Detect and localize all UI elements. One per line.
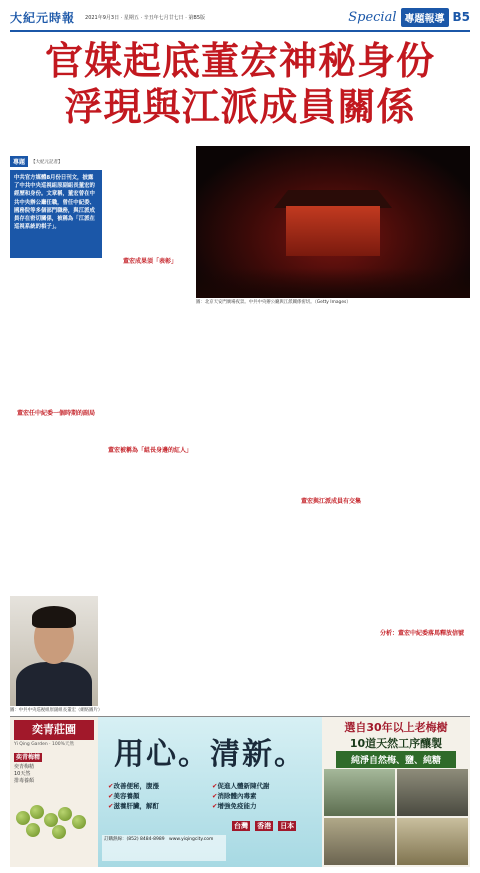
ad-shop: 香港 (257, 822, 272, 830)
ad-shop: 日本 (280, 822, 295, 830)
ad-benefit: ✔ 消除體內毒素 (212, 791, 269, 801)
ad-photo-grid (324, 769, 468, 865)
headline (10, 38, 470, 130)
portrait-photo (10, 596, 98, 706)
plum-icon (52, 825, 66, 839)
ad-plums-image (14, 803, 94, 843)
ad-benefit: ✔ 增強免疫能力 (212, 801, 269, 811)
subhead-5: 分析：董宏中紀委落馬釋放信號 (379, 630, 464, 637)
ad-benefit: ✔ 美容養顏 (108, 791, 159, 801)
ad-brand-sub: Yi Qing Garden · 100%天然 (14, 742, 74, 747)
ad-shops (232, 813, 322, 832)
subhead-1: 董宏任中紀委一個時期的副局 (16, 410, 95, 417)
ad-photo (324, 769, 395, 816)
ad-benefit: ✔ 促進人體新陳代謝 (212, 781, 269, 791)
dateline: 2021年9月3日 · 星期五 · 辛丑年七月廿七日 · 第B5版 (85, 14, 206, 21)
ad-right-banner: 純淨自然梅、鹽、純糖 (336, 751, 456, 768)
ad-contact: 訂購熱線：(852) 8484-8989 www.yiqingcity.com (102, 835, 226, 861)
ad-side-head: 奕青梅精 (16, 754, 41, 761)
plum-icon (26, 823, 40, 837)
newspaper-logo: 大紀元時報 (10, 10, 76, 25)
headline-line-2: 浮現與江派成員關係 (64, 84, 416, 129)
section-tag: 專題 (10, 156, 28, 167)
ad-photo (324, 818, 395, 865)
section-title-en: Special (348, 9, 397, 25)
byline: 【大紀元記者】 (31, 159, 63, 165)
ad-left-panel (10, 717, 98, 867)
ad-right-title-1: 選自30年以上老梅樹 (344, 721, 448, 734)
photo-shadow (196, 268, 470, 298)
page-number: B5 (452, 10, 470, 24)
plum-icon (72, 815, 86, 829)
ad-benefit: ✔ 改善便秘，腹漲 (108, 781, 159, 791)
portrait-suit (16, 662, 92, 706)
ad-benefit: ✔ 滋養肝臟，解酊 (108, 801, 159, 811)
ad-benefits-2 (212, 781, 269, 811)
subhead-4: 董宏與江派成員有交集 (300, 498, 361, 505)
ad-side-line: 奕青梅精 (14, 764, 35, 770)
plum-icon (30, 805, 44, 819)
portrait-caption: 圖：中共中央巡視組原副組長董宏（網絡圖片） (10, 708, 103, 713)
ad-side-line: 排毒養顏 (14, 778, 35, 784)
lead-summary: 中共官方媒體8月份日刊文，披露了中共中央巡視組原副組長董宏的經歷和身份。文章稱，董宏曾在中共中央辦公廳任職，曾任中紀委、國務院等多個部門職務，與江派成員存在密切關係，被稱為「江派在巡視系統的棋子」。 (10, 170, 102, 258)
ad-side-list (14, 753, 64, 785)
subhead-2: 董宏成果須「表彰」 (122, 258, 177, 265)
ad-shop: 台灣 (234, 822, 248, 830)
column-2 (108, 156, 192, 454)
ad-side-line: 10天然 (14, 771, 31, 777)
ad-brand: 奕青莊園 (14, 720, 94, 740)
ad-right-panel (322, 717, 470, 867)
ad-slogan: 用心。清新。 (114, 737, 306, 772)
ad-photo (397, 769, 468, 816)
masthead-rule (10, 30, 470, 32)
ad-photo (397, 818, 468, 865)
photo-gate (286, 206, 380, 256)
lead-section (10, 156, 102, 417)
plum-icon (16, 811, 30, 825)
tiananmen-night-photo (196, 146, 470, 298)
headline-line-1: 官媒起底董宏神秘身份 (44, 38, 435, 83)
section-title-zh: 專題報導 (401, 8, 449, 27)
ad-middle-panel (98, 717, 322, 867)
main-photo-caption: 圖：北京天安門廣場夜景。中共中央辦公廳與江派關係密切。（Getty Images） (196, 300, 351, 305)
subhead-3: 董宏被稱為「組長身邊的紅人」 (108, 447, 193, 454)
lead-tag-row (10, 156, 102, 167)
advertisement (10, 716, 470, 866)
ad-right-title-2: 10道天然工序釀製 (349, 737, 443, 750)
portrait-hair (32, 606, 76, 628)
plum-icon (58, 807, 72, 821)
ad-benefits-1 (108, 781, 159, 811)
masthead (10, 4, 470, 30)
